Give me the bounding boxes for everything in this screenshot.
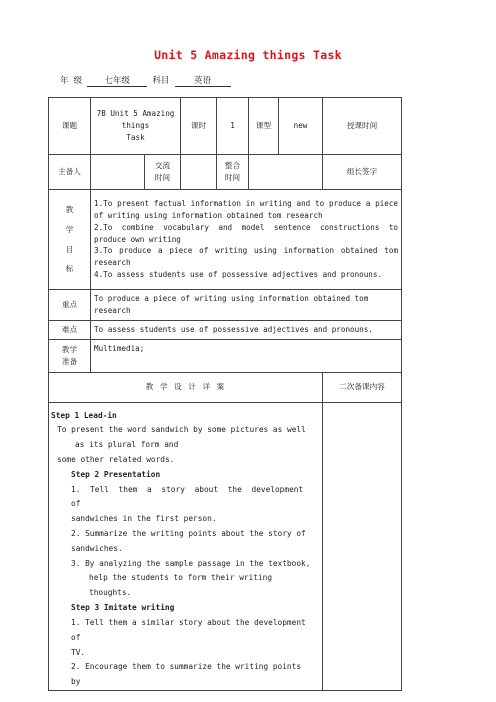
step2-item: sandwiches in the first person.	[71, 514, 217, 524]
step3-title: Step 3 Imitate writing	[71, 603, 175, 613]
key-point-row	[49, 290, 402, 321]
objectives-label-char: 目	[65, 244, 74, 254]
step2-item: 1. Tell them a story about the development of	[71, 484, 304, 509]
subject-value: 英语	[175, 74, 231, 87]
lesson-plan-table	[48, 97, 402, 691]
aids-text: Multimedia;	[91, 339, 402, 372]
step1-title: Step 1 Lead-in	[51, 410, 117, 420]
design-header-right: 二次备课内容	[323, 372, 402, 402]
preparer-label: 主备人	[49, 155, 91, 190]
step3-item: 2. Encourage them to summarize the writing points by	[71, 662, 302, 687]
second-prep-content	[323, 402, 402, 690]
topic-value	[91, 98, 181, 155]
time-label: 授课时间	[323, 98, 402, 155]
exchange-time-value	[181, 155, 217, 190]
lesson-content-row	[49, 402, 402, 690]
design-header-row	[49, 372, 402, 402]
difficult-point-row	[49, 320, 402, 339]
objectives-row	[49, 190, 402, 290]
document-title: Unit 5 Amazing things Task	[154, 48, 342, 62]
leader-signature-label: 组长签字	[323, 155, 402, 190]
grade-value: 七年级	[87, 74, 147, 87]
step3-item: 1. Tell them a similar story about the development of	[71, 617, 306, 642]
hours-label: 课时	[181, 98, 217, 155]
objectives-label-char: 标	[65, 264, 74, 274]
step2-item: 2. Summarize the writing points about the story of	[71, 529, 306, 539]
step2-item: help the students to form their writing thoughts.	[89, 573, 273, 598]
topic-line-1: 7B Unit 5 Amazing	[96, 109, 175, 119]
integrate-line-2: 时间	[224, 173, 241, 182]
objective-item: 2.To combine vocabulary and model sentence constructions to produce own writing	[94, 222, 399, 244]
topic-label: 课题	[49, 98, 91, 155]
key-point-label: 重点	[49, 290, 91, 321]
key-point-text: To produce a piece of writing using information obtained tom research	[91, 290, 402, 321]
step1-line: To present the word sandwich by some pictures as well	[57, 425, 306, 435]
objective-item: 4.To assess students use of possessive adjectives and pronouns.	[94, 269, 383, 279]
aids-row	[49, 339, 402, 372]
aids-label	[49, 339, 91, 372]
step2-item: 3. By analyzing the sample passage in the textbook,	[71, 558, 311, 568]
difficult-point-label: 难点	[49, 320, 91, 339]
exchange-line-2: 时间	[154, 173, 171, 182]
difficult-point-text: To assess students use of possessive adjectives and pronouns.	[91, 320, 402, 339]
topic-line-2: things	[121, 121, 150, 131]
objectives-label	[49, 190, 91, 290]
integrate-time-value	[249, 155, 323, 190]
objectives-label-char: 教	[65, 205, 74, 215]
step2-item: sandwiches.	[71, 543, 123, 553]
step3-item: TV.	[71, 647, 86, 657]
aids-label-line-1: 教学	[61, 344, 78, 354]
type-value: new	[279, 98, 323, 155]
objective-item: 1.To present factual information in writing and to produce a piece of writing using information obtained tom research	[94, 199, 399, 221]
integrate-time-label	[217, 155, 249, 190]
step1-line: some other related words.	[57, 454, 175, 464]
topic-row	[49, 98, 402, 155]
integrate-line-1: 整合	[224, 161, 241, 171]
lesson-steps	[49, 402, 323, 690]
exchange-line-1: 交流	[154, 161, 171, 171]
exchange-time-label	[145, 155, 181, 190]
step2-title: Step 2 Presentation	[71, 469, 161, 479]
type-label: 课型	[249, 98, 279, 155]
topic-line-3: Task	[126, 132, 145, 142]
subject-label: 科目	[152, 76, 170, 86]
preparer-value	[91, 155, 145, 190]
objectives-text	[91, 190, 402, 290]
grade-subject-line	[60, 74, 231, 87]
aids-label-line-2: 准备	[61, 356, 78, 366]
objective-item: 3.To produce a piece of writing using information obtained tom research	[94, 246, 399, 268]
step1-line: as its plural form and	[75, 440, 179, 450]
preparer-row	[49, 155, 402, 190]
grade-label: 年 级	[60, 76, 83, 86]
hours-value: 1	[217, 98, 249, 155]
design-header-left: 教 学 设 计 详 案	[49, 372, 323, 402]
objectives-label-char: 学	[65, 224, 74, 234]
